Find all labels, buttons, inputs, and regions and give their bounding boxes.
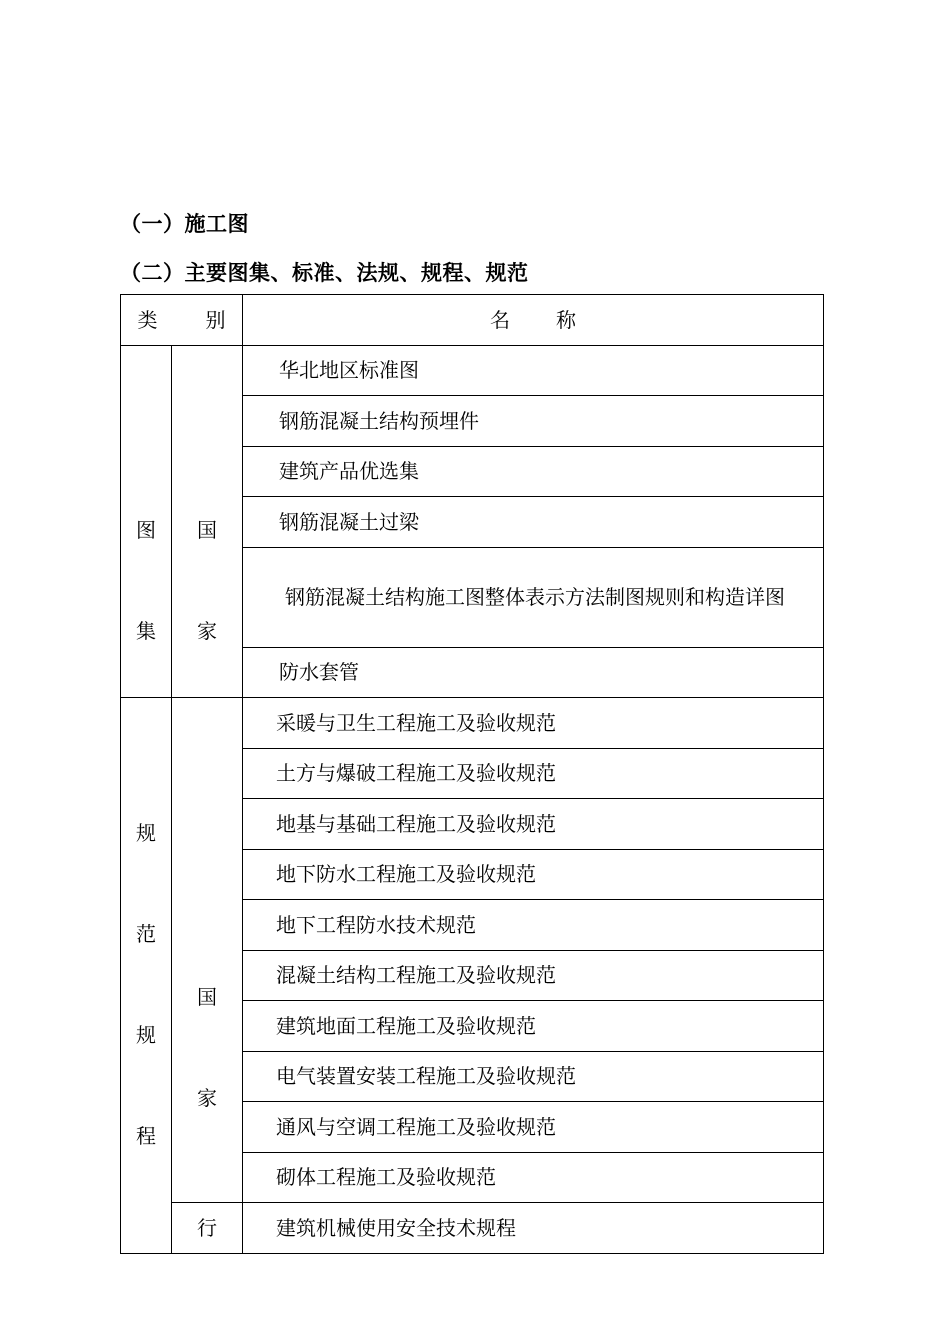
category-char: 图 bbox=[136, 517, 156, 542]
level-cell-atlas-national bbox=[172, 345, 243, 698]
table-row bbox=[121, 1203, 824, 1254]
level-char: 家 bbox=[197, 618, 217, 643]
header-category-cell bbox=[121, 295, 243, 346]
category-char: 规 bbox=[136, 1022, 156, 1047]
atlas-item: 钢筋混凝土过梁 bbox=[243, 497, 824, 548]
level-cell-codes-national bbox=[172, 698, 243, 1203]
category-cell-atlas bbox=[121, 345, 172, 698]
category-char: 程 bbox=[136, 1123, 156, 1148]
code-item: 采暖与卫生工程施工及验收规范 bbox=[243, 698, 824, 749]
level-cell-codes-industry: 行 bbox=[172, 1203, 243, 1254]
atlas-item: 华北地区标准图 bbox=[243, 345, 824, 396]
atlas-item: 建筑产品优选集 bbox=[243, 446, 824, 497]
section-heading-construction-drawings: （一）施工图 bbox=[120, 211, 249, 236]
code-item: 土方与爆破工程施工及验收规范 bbox=[243, 748, 824, 799]
code-item: 地基与基础工程施工及验收规范 bbox=[243, 799, 824, 850]
code-item: 砌体工程施工及验收规范 bbox=[243, 1152, 824, 1203]
code-item: 地下工程防水技术规范 bbox=[243, 900, 824, 951]
category-cell-codes bbox=[121, 698, 172, 1254]
level-char: 国 bbox=[197, 985, 217, 1009]
table-header-row bbox=[121, 295, 824, 346]
header-name-cell bbox=[243, 295, 824, 346]
category-char: 集 bbox=[136, 618, 156, 643]
code-item: 电气装置安装工程施工及验收规范 bbox=[243, 1051, 824, 1102]
atlas-item: 钢筋混凝土结构施工图整体表示方法制图规则和构造详图 bbox=[243, 547, 824, 647]
atlas-item: 钢筋混凝土结构预埋件 bbox=[243, 396, 824, 447]
code-item: 通风与空调工程施工及验收规范 bbox=[243, 1102, 824, 1153]
level-char: 家 bbox=[197, 1086, 217, 1110]
header-category-char-2: 别 bbox=[205, 307, 226, 332]
level-char: 国 bbox=[197, 517, 217, 542]
atlas-item: 防水套管 bbox=[243, 647, 824, 698]
table-row bbox=[121, 698, 824, 749]
code-item: 混凝土结构工程施工及验收规范 bbox=[243, 950, 824, 1001]
header-category-char-1: 类 bbox=[137, 307, 158, 332]
code-item: 地下防水工程施工及验收规范 bbox=[243, 849, 824, 900]
section-heading-main-standards: （二）主要图集、标准、法规、规程、规范 bbox=[120, 260, 529, 285]
table-row bbox=[121, 345, 824, 396]
category-char: 规 bbox=[136, 820, 156, 845]
header-name-char-2: 称 bbox=[556, 307, 576, 332]
header-name-char-1: 名 bbox=[490, 307, 510, 332]
code-item: 建筑机械使用安全技术规程 bbox=[243, 1203, 824, 1254]
category-char: 范 bbox=[136, 921, 156, 946]
code-item: 建筑地面工程施工及验收规范 bbox=[243, 1001, 824, 1052]
standards-table bbox=[120, 294, 824, 1254]
